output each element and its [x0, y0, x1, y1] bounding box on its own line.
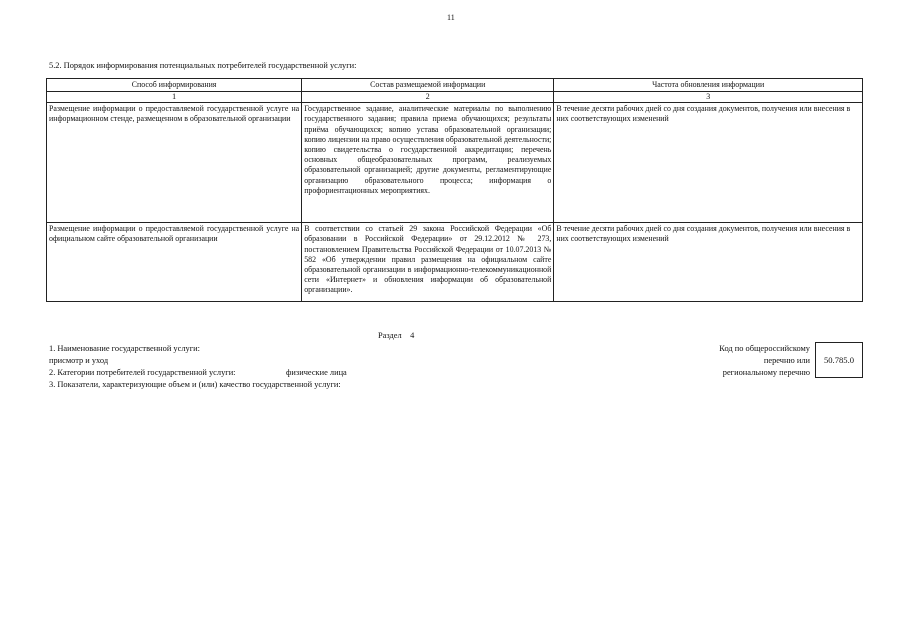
row-method: Размещение информации о предоставляемой государственной услуге на официальном сайте образовательной организации: [47, 223, 302, 302]
column-number-1: 1: [47, 92, 302, 103]
table-row: [47, 103, 863, 223]
service-name-label: 1. Наименование государственной услуги:: [49, 344, 200, 353]
table-header-row: [47, 79, 863, 92]
page-number: 11: [447, 13, 455, 22]
service-name-value: присмотр и уход: [49, 356, 109, 365]
row-method: Размещение информации о предоставляемой государственной услуге на информационном стенде, размещенном в образовательной организации: [47, 103, 302, 223]
code-label-line3: региональному перечню: [722, 368, 810, 377]
category-value: физические лица: [286, 368, 347, 377]
column-number-row: [47, 92, 863, 103]
code-value-box: [815, 342, 863, 378]
table-row: [47, 223, 863, 302]
header-frequency: Частота обновления информации: [554, 79, 863, 92]
column-number-3: 3: [554, 92, 863, 103]
column-number-2: 2: [302, 92, 554, 103]
category-label: 2. Категории потребителей государственной услуги:: [49, 368, 236, 377]
header-content: Состав размещаемой информации: [302, 79, 554, 92]
indicators-label: 3. Показатели, характеризующие объем и (или) качество государственной услуги:: [49, 380, 341, 389]
row-frequency: В течение десяти рабочих дней со дня создания документов, получения или внесения в них соответствующих изменений: [554, 223, 863, 302]
information-table: [46, 78, 863, 302]
header-method: Способ информирования: [47, 79, 302, 92]
section-label: Раздел: [378, 331, 402, 340]
code-value: 50.785.0: [823, 355, 855, 365]
section-heading: [378, 331, 414, 340]
row-frequency: В течение десяти рабочих дней со дня создания документов, получения или внесения в них соответствующих изменений: [554, 103, 863, 223]
row-content: В соответствии со статьей 29 закона Российской Федерации «Об образовании в Российской Федерации» от 29.12.2012 № 273, постановлением Правительства Российской Федерации от 10.07.2013 № 582 «Об утверждении правил размещения на официальном сайте образовательной организации в информационно-телекоммуникационной сети «Интернет» и обновления информации об образовательной организации».: [302, 223, 554, 302]
section-subtitle: 5.2. Порядок информирования потенциальных потребителей государственной услуги:: [49, 61, 357, 70]
code-label-line1: Код по общероссийскому: [719, 344, 810, 353]
section-number: 4: [410, 331, 415, 340]
code-label-line2: перечню или: [763, 356, 810, 365]
row-content: Государственное задание, аналитические материалы по выполнению государственного задания; правила приема обучающихся; результаты приёма обучающихся; копию устава образовательной организации; копию лицензии на право осуществления образовательной деятельности; копию свидетельства о государственной аккредитации; перечень основных общеобразовательных программ, реализуемых образовательной организацией; другие документы, регламентирующие организацию образовательного процесса; информация о профориентационных мероприятиях.: [302, 103, 554, 223]
